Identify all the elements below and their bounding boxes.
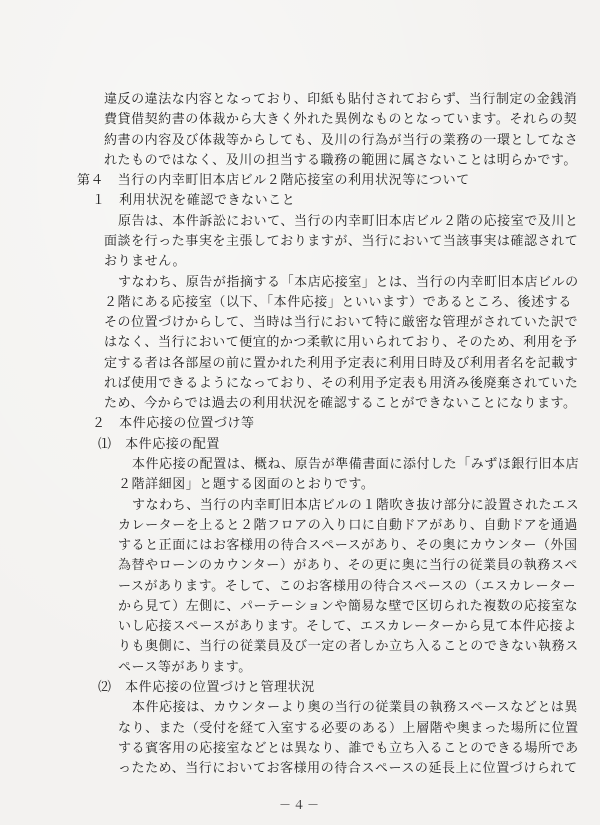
text-line: 費貸借契約書の体裁から大きく外れた異例なものとなっています。それらの契 [104, 112, 578, 128]
text-line: いし応接スペースがあります。そして、エスカレーターから見て本件応接よ [118, 619, 577, 635]
text-line: 定する者は各部屋の前に置かれた利用予定表に利用日時及び利用者名を記載す [104, 355, 579, 371]
text-line: 本件応接の配置は、概ね、原告が準備書面に添付した「みずほ銀行旧本店 [132, 456, 580, 472]
text-line: ースがあります。そして、このお客様用の待合スペースの（エスカレーター [118, 578, 577, 594]
text-line: から見て）左側に、パーテーションや簡易な壁で区切られた複数の応接室な [118, 598, 579, 614]
text-line: 約書の内容及び体裁等からしても、及川の行為が当行の業務の一環としてなさ [104, 132, 579, 148]
text-line: する賓客用の応接室などとは異なり、誰でも立ち入ることのできる場所であ [118, 740, 579, 756]
text-line: れば使用できるようになっており、その利用予定表も用済み後廃棄されていた [104, 375, 579, 391]
text-line: ったため、当行においてお客様用の待合スペースの延長上に位置づけられて [118, 761, 578, 776]
text-line: 面談を行った事実を主張しておりますが、当行において当該事実は確認されて [104, 233, 579, 249]
text-line: すなわち、当行の内幸町旧本店ビルの１階吹き抜け部分に設置されたエス [132, 497, 580, 513]
section-heading: 第４ 当行の内幸町旧本店ビル２階応接室の利用状況等について [77, 173, 470, 189]
text-line: ため、今からでは過去の利用状況を確認することができないことになります。 [104, 396, 577, 412]
text-line: ２階にある応接室（以下、「本件応接」といいます）であるところ、後述する [104, 294, 572, 310]
text-line: はなく、当行において便宜的かつ柔軟に用いられており、そのため、利用を予 [104, 335, 578, 351]
text-line: カレーターを上ると２階フロアの入り口に自動ドアがあり、自動ドアを通過 [118, 517, 578, 533]
item-heading: ⑴ 本件応接の配置 [98, 436, 220, 452]
text-line: すると正面にはお客様用の待合スペースがあり、その奥にカウンター（外国 [118, 538, 578, 553]
text-line: ２階詳細図」と題する図面のとおりです。 [118, 477, 375, 493]
text-line: その位置づけからして、当時は当行において特に厳密な管理がされていた訳で [104, 315, 578, 330]
text-line: すなわち、原告が指摘する「本店応接室」とは、当行の内幸町旧本店ビルの [118, 274, 579, 290]
subsection-heading: ２ 本件応接の位置づけ等 [92, 416, 255, 432]
text-line: 違反の違法な内容となっており、印紙も貼付されておらず、当行制定の金銭消 [104, 92, 578, 107]
text-line: 本件応接は、カウンターより奥の当行の従業員の執務スペースなどとは異 [132, 700, 578, 716]
text-line: ペース等があります。 [118, 659, 252, 675]
text-line: 原告は、本件訴訟において、当行の内幸町旧本店ビル２階の応接室で及川と [118, 213, 579, 229]
text-line: りも奥側に、当行の従業員及び一定の者しか立ち入ることのできない執務ス [118, 639, 579, 655]
item-heading: ⑵ 本件応接の位置づけと管理状況 [98, 679, 315, 695]
text-line: おりません。 [104, 254, 187, 270]
subsection-heading: １ 利用状況を確認できないこと [92, 193, 296, 209]
page-number: －４－ [278, 798, 321, 812]
text-line: なり、また（受付を経て入室する必要のある）上層階や奥まった場所に位置 [118, 720, 579, 736]
text-line: 為替やローンのカウンター）があり、その更に奥に当行の従業員の執務スペ [118, 558, 578, 574]
text-line: れたものではなく、及川の担当する職務の範囲に属さないことは明らかです。 [104, 152, 577, 168]
